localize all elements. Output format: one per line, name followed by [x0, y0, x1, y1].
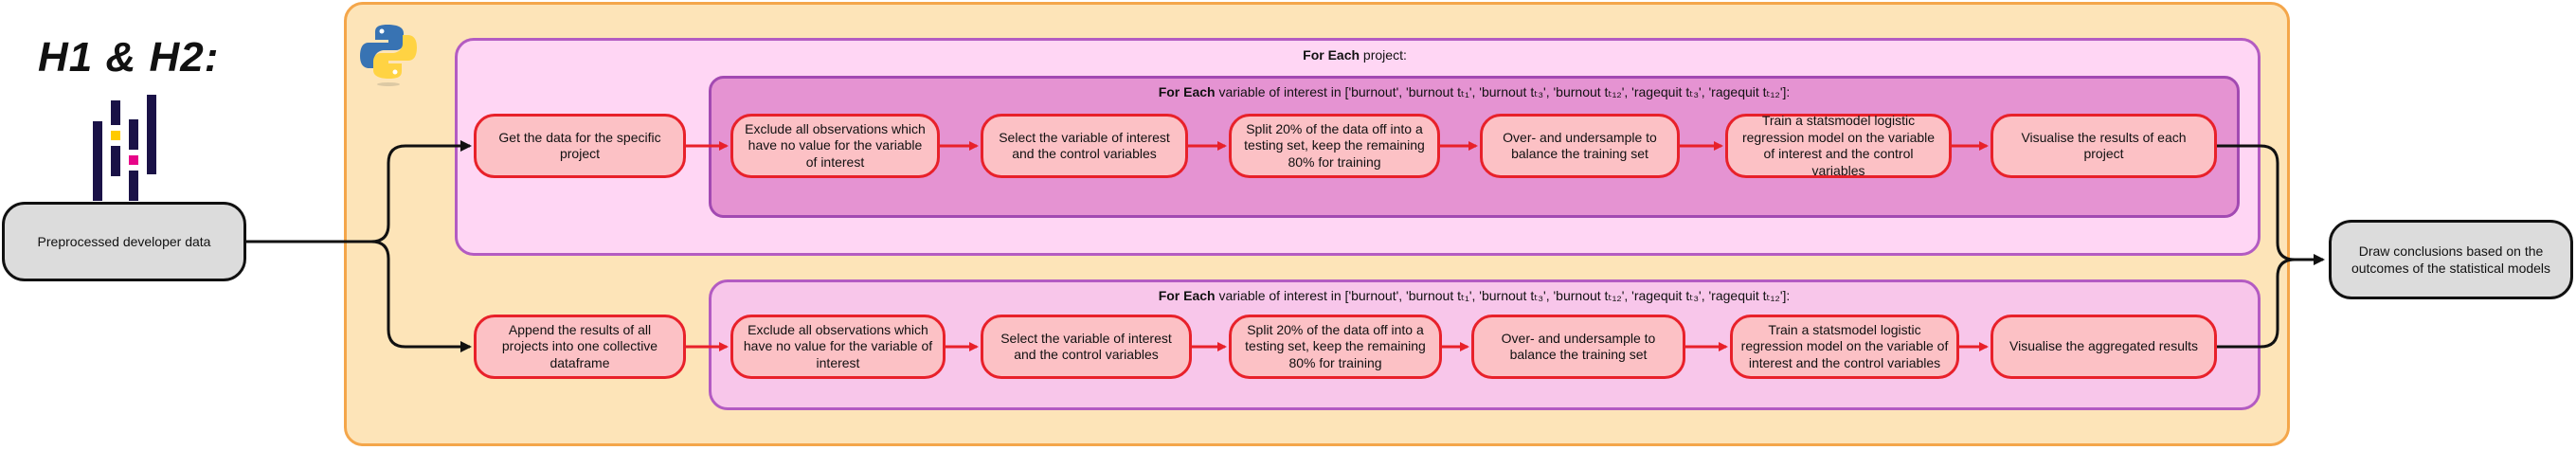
project-step-split-node: Split 20% of the data off into a testing set, keep the remaining 80% for training: [1229, 114, 1440, 178]
aggregate-step-resample-node: Over- and undersample to balance the training set: [1471, 315, 1685, 379]
project-step-resample-node: Over- and undersample to balance the training set: [1480, 114, 1680, 178]
project-step-visualise-node: Visualise the results of each project: [1991, 114, 2217, 178]
project-step-select-node: Select the variable of interest and the control variables: [981, 114, 1188, 178]
append-results-node: Append the results of all projects into one collective dataframe: [474, 315, 686, 379]
end-node: Draw conclusions based on the outcomes of the statistical models: [2329, 220, 2573, 299]
variable-loop-project-label: For Each variable of interest in ['burnout', 'burnout tₜ₁', 'burnout tₜ₃', 'burnout tₜ₁₂', 'ragequit tₜ₃', 'ragequit tₜ₁₂']:: [1158, 84, 1791, 99]
project-step-exclude-node: Exclude all observations which have no value for the variable of interest: [730, 114, 940, 178]
aggregate-step-visualise-node: Visualise the aggregated results: [1991, 315, 2217, 379]
project-loop-label: For Each project:: [1303, 47, 1407, 63]
start-node: Preprocessed developer data: [2, 202, 246, 281]
aggregate-step-split-node: Split 20% of the data off into a testing set, keep the remaining 80% for training: [1229, 315, 1442, 379]
get-project-data-node: Get the data for the specific project: [474, 114, 686, 178]
aggregate-step-select-node: Select the variable of interest and the control variables: [981, 315, 1192, 379]
diagram-title: H1 & H2:: [38, 34, 220, 81]
aggregate-step-train-node: Train a statsmodel logistic regression model on the variable of interest and the control variables: [1730, 315, 1959, 379]
aggregate-loop-label: For Each variable of interest in ['burnout', 'burnout tₜ₁', 'burnout tₜ₃', 'burnout tₜ₁₂', 'ragequit tₜ₃', 'ragequit tₜ₁₂']:: [1158, 288, 1791, 303]
aggregate-step-exclude-node: Exclude all observations which have no value for the variable of interest: [730, 315, 946, 379]
project-step-train-node: Train a statsmodel logistic regression model on the variable of interest and the control variables: [1725, 114, 1952, 178]
